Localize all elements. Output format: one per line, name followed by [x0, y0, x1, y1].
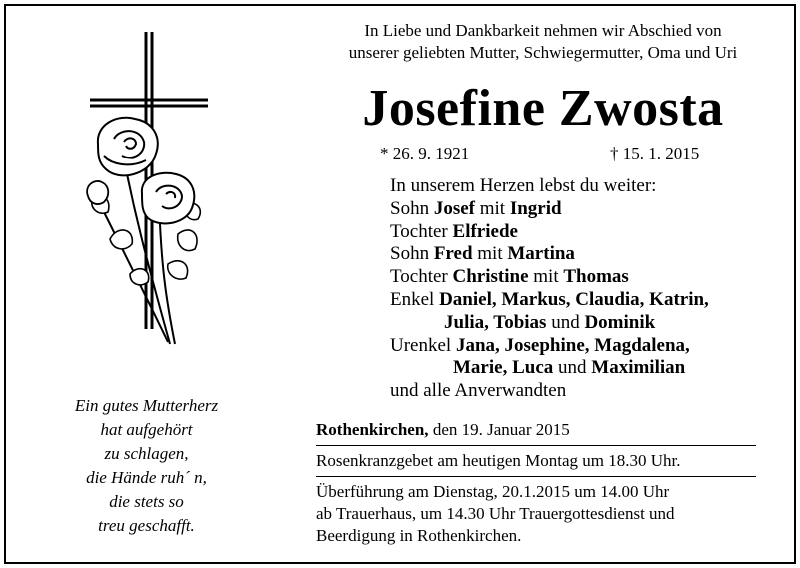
divider: [316, 476, 756, 477]
family-row-great-grandchildren-cont: [390, 357, 790, 380]
death-date: † 15. 1. 2015: [610, 144, 700, 163]
family-row-grandchildren-cont: [390, 312, 790, 335]
intro-text: [296, 20, 790, 64]
connector: und: [551, 311, 580, 333]
divider: [316, 445, 756, 446]
date-text: den 19. Januar 2015: [432, 420, 570, 439]
family-list: [390, 175, 790, 403]
place-name: Rothenkirchen,: [316, 420, 429, 439]
partner-name: Thomas: [563, 266, 629, 288]
poem-line: die stets so: [109, 492, 184, 511]
cross-with-roses-icon: [80, 24, 210, 354]
poem: [24, 394, 269, 538]
poem-line: hat aufgehört: [100, 420, 193, 439]
family-opening: In unserem Herzen lebst du weiter:: [390, 175, 657, 196]
intro-line: unserer geliebten Mutter, Schwiegermutter, Oma und Uri: [348, 43, 738, 62]
connector: mit: [533, 266, 559, 288]
family-row-daughter-elfriede: [390, 221, 790, 244]
partner-name: Martina: [507, 243, 575, 265]
rosary-notice: Rosenkranzgebet am heutigen Montag um 18.30 Uhr.: [316, 451, 681, 470]
partner-name: Ingrid: [509, 197, 562, 219]
family-row-son-josef: [390, 198, 790, 221]
relation-label: Tochter: [390, 266, 448, 288]
member-names: Daniel, Markus, Claudia, Katrin,: [439, 288, 709, 310]
funeral-schedule: [316, 481, 786, 547]
relation-label: Sohn: [390, 243, 430, 265]
member-names: Julia, Tobias: [444, 311, 547, 333]
member-names: Marie, Luca: [453, 357, 554, 379]
birth-date: * 26. 9. 1921: [380, 144, 470, 163]
member-name: Josef: [433, 197, 475, 219]
member-name: Dominik: [584, 311, 656, 333]
family-row-grandchildren: [390, 289, 790, 312]
poem-line: treu geschafft.: [98, 516, 195, 535]
member-name: Elfriede: [452, 220, 518, 242]
place-date: [316, 419, 570, 441]
member-names: Jana, Josephine, Magdalena,: [455, 334, 690, 356]
member-name: Fred: [433, 243, 473, 265]
schedule-line: Überführung am Dienstag, 20.1.2015 um 14.00 Uhr: [316, 482, 670, 501]
intro-line: In Liebe und Dankbarkeit nehmen wir Abschied von: [364, 21, 722, 40]
connector: und: [558, 357, 587, 379]
family-row-son-fred: [390, 243, 790, 266]
poem-line: Ein gutes Mutterherz: [74, 396, 219, 415]
relation-label: Tochter: [390, 220, 448, 242]
member-name: Christine: [452, 266, 529, 288]
family-row-great-grandchildren: [390, 335, 790, 358]
poem-line: zu schlagen,: [104, 444, 189, 463]
family-row-daughter-christine: [390, 266, 790, 289]
connector: mit: [479, 197, 506, 219]
schedule-line: Beerdigung in Rothenkirchen.: [316, 526, 522, 545]
poem-line: die Hände ruh´ n,: [86, 468, 207, 487]
relation-label: Enkel: [390, 288, 435, 310]
schedule-line: ab Trauerhaus, um 14.30 Uhr Trauergottesdienst und: [316, 504, 675, 523]
connector: mit: [477, 243, 503, 265]
relation-label: Sohn: [390, 197, 430, 219]
member-name: Maximilian: [591, 357, 686, 379]
deceased-name: Josefine Zwosta: [362, 80, 724, 137]
family-closing: und alle Anverwandten: [390, 380, 567, 402]
relation-label: Urenkel: [390, 334, 452, 356]
